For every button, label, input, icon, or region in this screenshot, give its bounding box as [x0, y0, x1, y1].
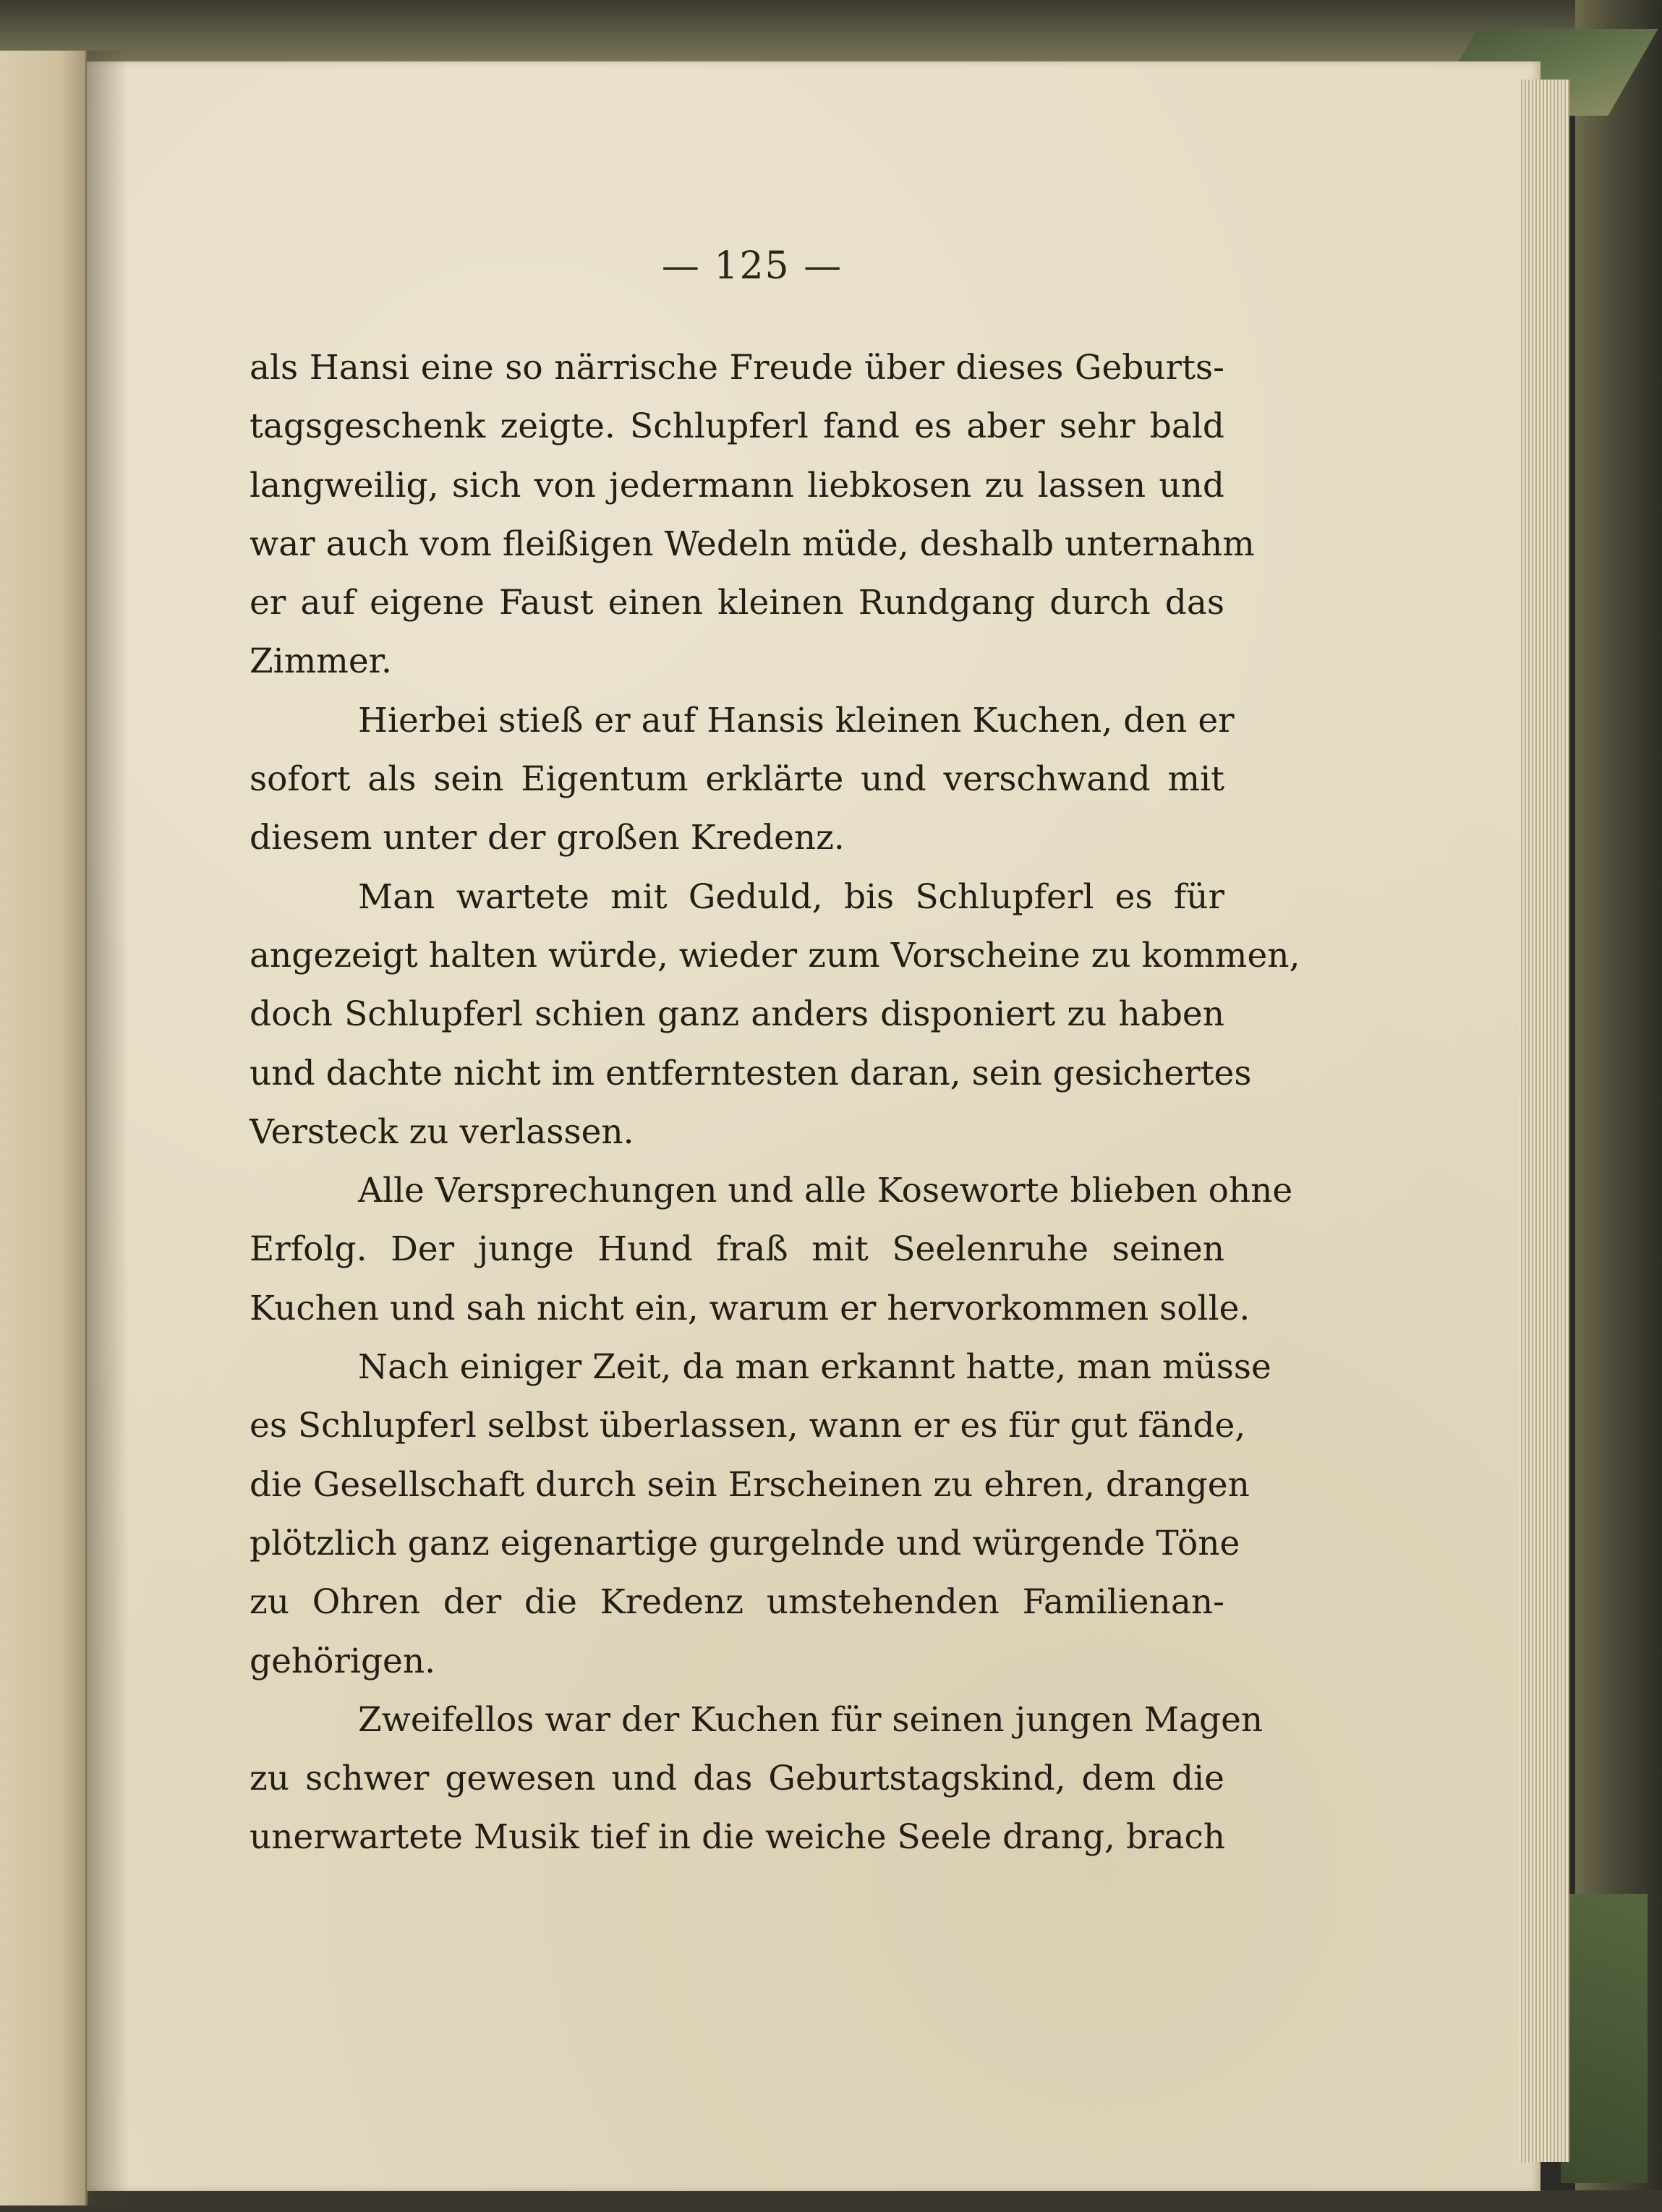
text-line: plötzlich ganz eigenartige gurgelnde und würgende Töne [250, 1523, 1240, 1563]
text-line: und dachte nicht im entferntesten daran, sein gesichertes [250, 1053, 1252, 1093]
text-line: doch Schlupferl schien ganz anders disponiert zu haben [250, 994, 1224, 1035]
text-line: Zimmer. [250, 641, 392, 682]
text-line: tagsgeschenk zeigte. Schlupferl fand es aber sehr bald [250, 406, 1224, 447]
text-line: Versteck zu verlassen. [250, 1111, 634, 1152]
text-line: er auf eigene Faust einen kleinen Rundgang durch das [250, 583, 1224, 623]
text-line: Alle Versprechungen und alle Koseworte blieben ohne [358, 1171, 1293, 1211]
page-number: — 125 — [661, 244, 843, 288]
text-line: Man wartete mit Geduld, bis Schlupferl es für [358, 876, 1224, 917]
text-line: Erfolg. Der junge Hund fraß mit Seelenruhe seinen [250, 1229, 1224, 1270]
cover-corner-bottom [1561, 1894, 1648, 2183]
text-line: zu schwer gewesen und das Geburtstagskind, dem die [250, 1759, 1224, 1799]
text-line: Kuchen und sah nicht ein, warum er hervorkommen solle. [250, 1288, 1250, 1328]
text-line: angezeigt halten würde, wieder zum Vorscheine zu kommen, [250, 935, 1300, 975]
text-line: Hierbei stieß er auf Hansis kleinen Kuchen, den er [358, 700, 1235, 740]
text-line: langweilig, sich von jedermann liebkosen zu lassen und [250, 465, 1224, 505]
text-line: es Schlupferl selbst überlassen, wann er es für gut fände, [250, 1406, 1246, 1446]
text-line: unerwartete Musik tief in die weiche Seele drang, brach [250, 1817, 1226, 1858]
book-cover-bottom [0, 2190, 1662, 2212]
facing-page-edge [0, 51, 88, 2205]
gutter-shadow [85, 51, 129, 2205]
page-edges [1519, 80, 1569, 2162]
body-text [250, 338, 1300, 1867]
text-line: sofort als sein Eigentum erklärte und verschwand mit [250, 759, 1224, 800]
text-line: diesem unter der großen Kredenz. [250, 818, 845, 858]
text-line: als Hansi eine so närrische Freude über dieses Geburts- [250, 348, 1224, 388]
text-line: die Gesellschaft durch sein Erscheinen zu ehren, drangen [250, 1464, 1250, 1505]
text-line: war auch vom fleißigen Wedeln müde, deshalb unternahm [250, 524, 1255, 564]
text-line: gehörigen. [250, 1641, 436, 1681]
text-line: zu Ohren der die Kredenz umstehenden Familienan- [250, 1582, 1224, 1623]
text-line: Nach einiger Zeit, da man erkannt hatte, man müsse [358, 1347, 1271, 1388]
book-cover-right [1575, 0, 1662, 2212]
text-line: Zweifellos war der Kuchen für seinen jungen Magen [358, 1699, 1263, 1740]
